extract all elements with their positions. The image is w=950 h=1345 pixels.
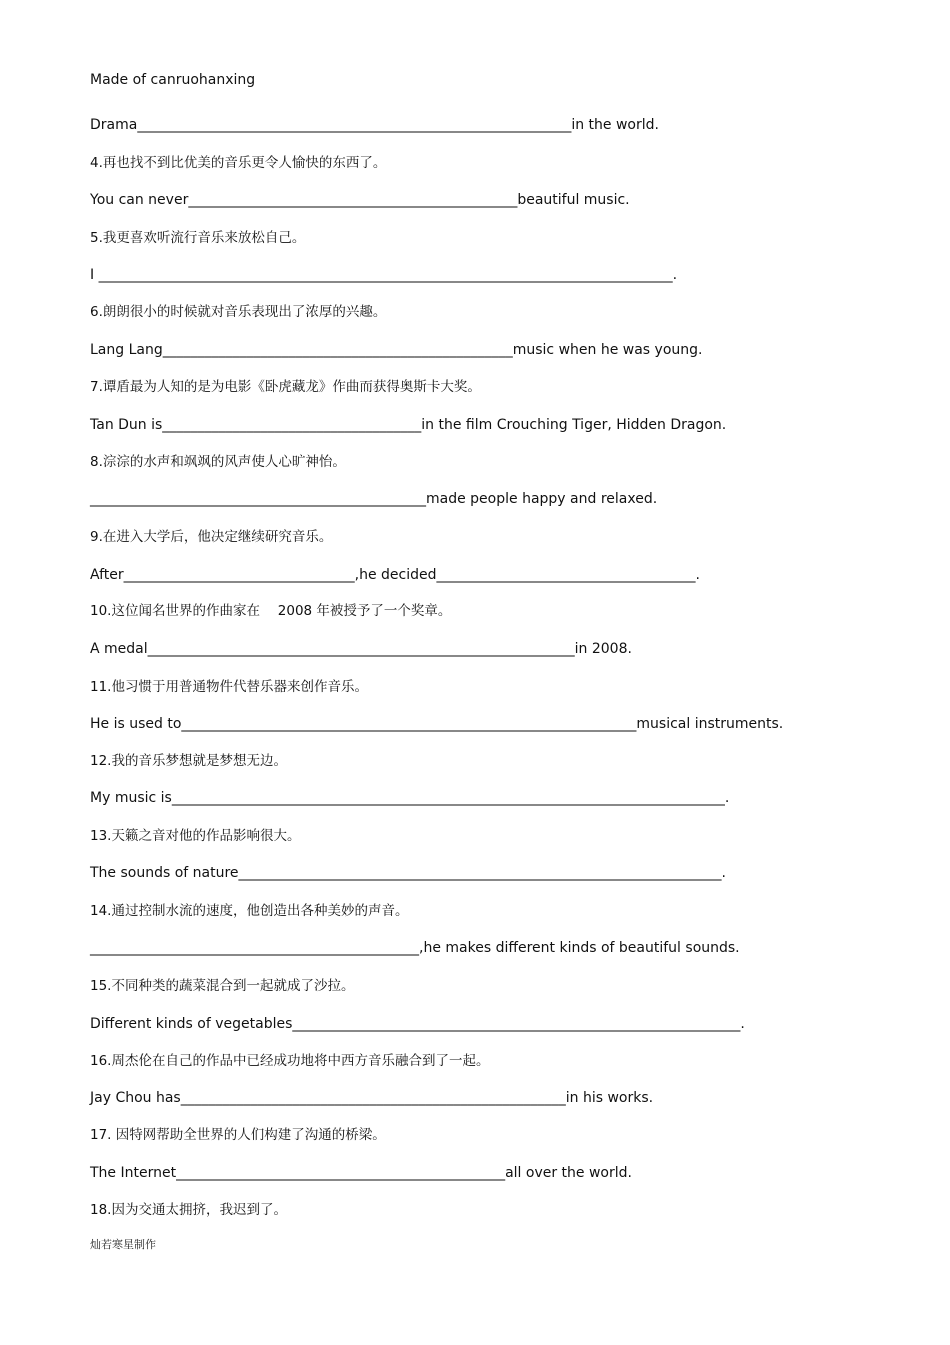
exercise-answer-line: Tan Dun is_____________________________________in the film Crouching Tiger, Hidden Dragon. bbox=[90, 417, 727, 433]
exercise-prompt: 11.他习惯于用普通物件代替乐器来创作音乐。 bbox=[90, 679, 368, 695]
exercise-answer-line: After_________________________________,he decided_____________________________________. bbox=[90, 567, 700, 583]
exercise-prompt: 16.周杰伦在自己的作品中已经成功地将中西方音乐融合到了一起。 bbox=[90, 1053, 490, 1069]
exercise-prompt: 13.天籁之音对他的作品影响很大。 bbox=[90, 828, 301, 844]
exercise-prompt: 18.因为交通太拥挤，我迟到了。 bbox=[90, 1202, 287, 1218]
exercise-prompt: 7.谭盾最为人知的是为电影《卧虎藏龙》作曲而获得奥斯卡大奖。 bbox=[90, 379, 481, 395]
exercise-answer-line: ________________________________________________made people happy and relaxed. bbox=[90, 491, 658, 507]
exercise-answer-line: He is used to_________________________________________________________________musical instruments. bbox=[90, 716, 784, 732]
exercise-prompt: 5.我更喜欢听流行音乐来放松自己。 bbox=[90, 230, 306, 246]
exercise-answer-line: _______________________________________________,he makes different kinds of beautiful sounds. bbox=[90, 940, 740, 956]
exercise-answer-line: Lang Lang__________________________________________________music when he was young. bbox=[90, 342, 703, 358]
exercise-prompt: 9.在进入大学后，他决定继续研究音乐。 bbox=[90, 529, 333, 545]
exercise-prompt: 15.不同种类的蔬菜混合到一起就成了沙拉。 bbox=[90, 978, 355, 994]
page-footer: 灿若寒星制作 bbox=[90, 1238, 156, 1251]
exercise-answer-line: I __________________________________________________________________________________. bbox=[90, 267, 678, 283]
exercise-answer-line: Different kinds of vegetables________________________________________________________________. bbox=[90, 1016, 745, 1032]
exercise-answer-line: The Internet_______________________________________________all over the world. bbox=[90, 1165, 632, 1181]
exercise-answer-line: My music is_______________________________________________________________________________. bbox=[90, 790, 730, 806]
exercise-prompt: 8.淙淙的水声和飒飒的风声使人心旷神怡。 bbox=[90, 454, 346, 470]
exercise-prompt: 17. 因特网帮助全世界的人们构建了沟通的桥梁。 bbox=[90, 1127, 386, 1143]
exercise-prompt: 14.通过控制水流的速度，他创造出各种美妙的声音。 bbox=[90, 903, 409, 919]
exercise-prompt: 10.这位闻名世界的作曲家在 2008 年被授予了一个奖章。 bbox=[90, 603, 452, 619]
exercise-prompt: 6.朗朗很小的时候就对音乐表现出了浓厚的兴趣。 bbox=[90, 304, 387, 320]
exercise-prompt: 12.我的音乐梦想就是梦想无边。 bbox=[90, 753, 287, 769]
exercise-answer-line: A medal_____________________________________________________________in 2008. bbox=[90, 641, 632, 657]
page-header: Made of canruohanxing bbox=[90, 72, 256, 88]
exercise-answer-line: Jay Chou has_______________________________________________________in his works. bbox=[90, 1090, 654, 1106]
exercise-answer-line: The sounds of nature_____________________________________________________________________. bbox=[90, 865, 726, 881]
exercise-answer-line: Drama______________________________________________________________in the world. bbox=[90, 117, 659, 133]
exercise-prompt: 4.再也找不到比优美的音乐更令人愉快的东西了。 bbox=[90, 155, 387, 171]
exercise-answer-line: You can never_______________________________________________beautiful music. bbox=[90, 192, 630, 208]
